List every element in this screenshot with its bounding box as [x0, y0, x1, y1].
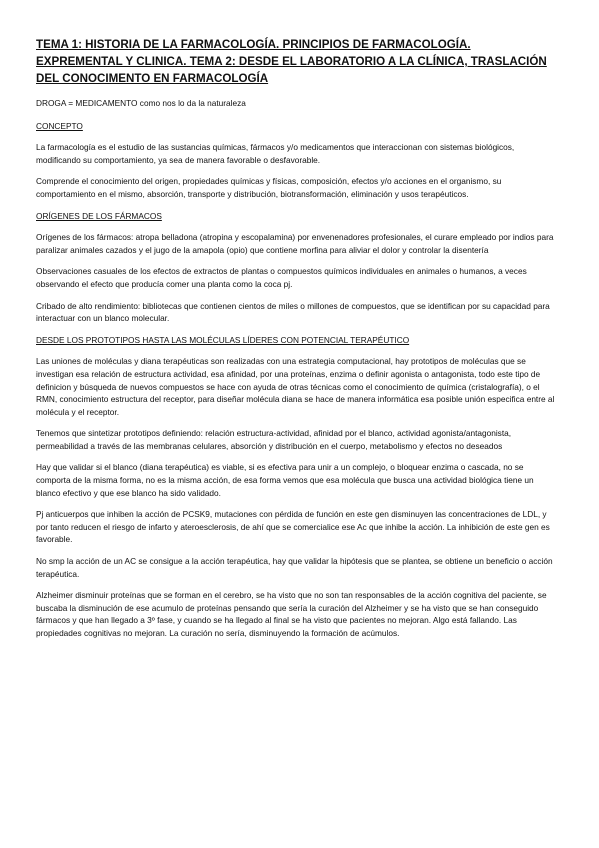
paragraph: Orígenes de los fármacos: atropa belladona (atropina y escopalamina) por envenenadores profesionales, el curare empleado por indios para paralizar animales cazados y el jugo de la amapola (opio) que contiene morfina para aliviar el dolor y controlar la disentería [36, 232, 554, 255]
paragraph: Observaciones casuales de los efectos de extractos de plantas o compuestos químicos individuales en animales o humanos, a veces observando el efecto que producía comer una planta como la coca pj. [36, 266, 527, 289]
section-heading-origenes: ORÍGENES DE LOS FÁRMACOS [36, 210, 162, 221]
section-heading-prototipos: DESDE LOS PROTOTIPOS HASTA LAS MOLÉCULAS LÍDERES CON POTENCIAL TERAPÉUTICO [36, 334, 410, 345]
document-title: TEMA 1: HISTORIA DE LA FARMACOLOGÍA. PRINCIPIOS DE FARMACOLOGÍA. EXPREMENTAL Y CLINICA. TEMA 2: DESDE EL LABORATORIO A LA CLÍNICA, TRASLACIÓN DEL CONOCIMENTO EN FARMACOLOGÍA [36, 38, 547, 85]
paragraph: Pj anticuerpos que inhiben la acción de PCSK9, mutaciones con pérdida de función en este gen disminuyen las concentraciones de LDL, y por tanto reducen el riesgo de infarto y ateroesclerosis, de ahí que se comercialice ese Ac que inhibe la acción. La inhibición de este gen es favorable. [36, 509, 550, 545]
paragraph: Comprende el conocimiento del origen, propiedades químicas y físicas, composición, efectos y/o acciones en el organismo, su comportamiento en el mismo, absorción, transporte y distribución, biotransformación, eliminación y usos terapéuticos. [36, 176, 502, 199]
paragraph: Tenemos que sintetizar prototipos definiendo: relación estructura-actividad, afinidad por el blanco, actividad agonista/antagonista, permeabilidad a través de las membranas celulares, absorción y distribución en el cuerpo, metabolismo y efectos no deseados [36, 428, 512, 451]
paragraph: Hay que validar si el blanco (diana terapéutica) es viable, si es efectiva para unir a un complejo, o bloquear enzima o cascada, no se comporta de la misma forma, no es la misma acción, de esa forma vemos que esa molécula que busca una actividad biológica tiene un blanco efectivo y que ese blanco ha sido validado. [36, 462, 534, 498]
paragraph: La farmacología es el estudio de las sustancias químicas, fármacos y/o medicamentos que interaccionan con sistemas biológicos, modificando su comportamiento, ya sea de manera favorable o desfavorable. [36, 142, 515, 165]
paragraph: No smp la acción de un AC se consigue a la acción terapéutica, hay que validar la hipótesis que se plantea, se obtiene un beneficio o acción terapéutica. [36, 556, 553, 579]
paragraph: Cribado de alto rendimiento: bibliotecas que contienen cientos de miles o millones de compuestos, que se identifican por su capacidad para interactuar con un blanco molecular. [36, 300, 550, 324]
paragraph: Alzheimer disminuir proteínas que se forman en el cerebro, se ha visto que no son tan responsables de la acción cognitiva del paciente, se buscaba la disminución de ese acumulo de proteínas pensando que sería la curación del Alzheimer y se ha visto que se han conseguido fármacos y que han llegado a 3º fase, y cuando se ha llegado al final se ha visto que pacientes no mejoran. Algo está fallando. Las propiedades cognitivas no mejoran. La curación no sería, disminuyendo la formación de acúmulos. [36, 590, 547, 638]
section-heading-concepto: CONCEPTO [36, 120, 83, 131]
intro-text: DROGA = MEDICAMENTO como nos lo da la naturaleza [36, 98, 246, 108]
paragraph: Las uniones de moléculas y diana terapéuticas son realizadas con una estrategia computacional, hay prototipos de moléculas que se investigan esa relación de estructura actividad, esa afinidad, por una proteínas, enzima o definir agonista o antagonista, todo este tipo de definicion y búsqueda de nuevos compuestos se hace con ayuda de otras técnicas como el conocimiento de química (cristalografía), o el RMN, conocimiento estructura del receptor, para diseñar molécula diana se hace de manera informática esa posible unión especifica entre al molécula y el receptor. [36, 356, 555, 417]
document-content [36, 36, 557, 649]
